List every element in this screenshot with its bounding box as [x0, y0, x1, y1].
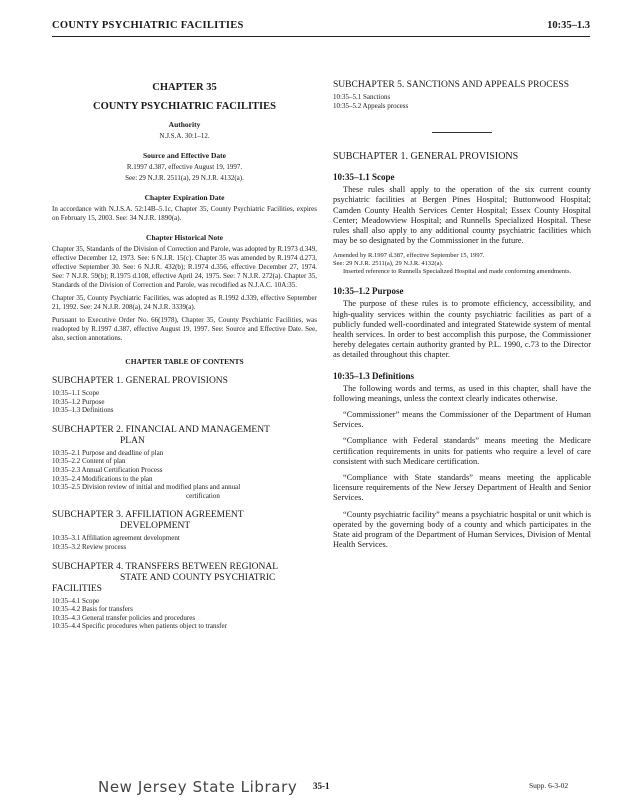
- definition-commissioner: “Commissioner” means the Commissioner of the Department of Human Services.: [333, 410, 591, 430]
- subchapter-1-title: SUBCHAPTER 1. GENERAL PROVISIONS: [333, 151, 519, 163]
- historical-heading: Chapter Historical Note: [146, 233, 223, 242]
- toc-item: 10:35–1.1 Scope: [52, 389, 100, 397]
- toc-item: 10:35–5.1 Sanctions: [333, 93, 391, 101]
- toc-item: 10:35–3.1 Affiliation agreement development: [52, 534, 180, 543]
- historical-note-2: Chapter 35, County Psychiatric Facilities, was adopted as R.1992 d.339, effective September 21, 1992. See: 24 N.J.R. 208(a), 24 N.J.R. 3339(a).: [52, 294, 317, 311]
- running-header: [52, 20, 590, 37]
- section-1-1-body: These rules shall apply to the operation of the six current county psychiatric facilities at Bergen Pines Hospital; Buttonwood Hospital; Camden County Health Services Center Hospital; Essex County Hospital Center; Meadowview Hospital; and Runnells Specialized Hospital. These rules shall also apply to any additional county psychiatric facilities which may be so designated by the Commissioner in the future.: [333, 185, 591, 246]
- definition-county-facility: “County psychiatric facility” means a psychiatric hospital or unit which is operated by the governing body of a county and which participates in the State aid program of the Department of Human Services, Division of Mental Health Services.: [333, 509, 591, 550]
- right-column: [333, 80, 591, 556]
- toc-item-line-2: certification: [186, 491, 220, 500]
- toc-item: 10:35–1.2 Purpose: [52, 397, 105, 406]
- historical-note-1: Chapter 35, Standards of the Division of Correction and Parole, was adopted by R.1973 d.349, effective December 12, 1973. See: 6 N.J.R. 15(c). Chapter 35 was amended by R.1974 d.273, effective September 30. See: 6 N.J.R. 432(b); R.1974 d.356, effective December 27, 1974. See: 7 N.J.R. 59(b); R.1975 d.108, effective April 24, 1975. See: 7 N.J.R. 272(a). Chapter 35, Standards of the Division of Correction and Parole, was recodified as N.J.A.C. 10A:35.: [52, 245, 317, 289]
- toc-item-line-1: 10:35–2.5 Division review of initial and modified plans and annual: [52, 483, 241, 492]
- source-heading: Source and Effective Date: [143, 151, 226, 160]
- section-1-1-note-1: Amended by R.1997 d.387, effective September 15, 1997.: [333, 252, 485, 260]
- page-number: 35-1: [313, 781, 330, 791]
- header-title: COUNTY PSYCHIATRIC FACILITIES: [52, 20, 244, 31]
- expiration-heading: Chapter Expiration Date: [144, 193, 225, 202]
- definition-federal-standards: “Compliance with Federal standards” means meeting the Medicare certification requirements in units for patients who require a level of care consistent with such Medicare certification.: [333, 436, 591, 466]
- supplement-date: Supp. 6-3-02: [529, 781, 569, 790]
- library-watermark: New Jersey State Library: [98, 778, 298, 796]
- toc-item: 10:35–4.1 Scope: [52, 596, 100, 605]
- definition-state-standards: “Compliance with State standards” means meeting the applicable licensure requirements of the New Jersey Department of Health and Senior Services.: [333, 473, 591, 503]
- toc-subchapter-2-line-2: PLAN: [120, 435, 145, 446]
- toc-subchapter-4-line-3: FACILITIES: [52, 583, 102, 594]
- toc-subchapter-3: [52, 510, 317, 532]
- toc-item: 10:35–5.2 Appeals process: [333, 101, 409, 110]
- authority-text: N.J.S.A. 30:1–12.: [159, 132, 210, 140]
- chapter-number: CHAPTER 35: [152, 82, 217, 93]
- toc-item: 10:35–3.2 Review process: [52, 542, 127, 551]
- section-1-2-heading: 10:35–1.2 Purpose: [333, 286, 404, 297]
- toc-subchapter-2: [52, 425, 317, 447]
- toc-item: 10:35–4.4 Specific procedures when patients object to transfer: [52, 622, 227, 631]
- chapter-title: COUNTY PSYCHIATRIC FACILITIES: [92, 101, 276, 112]
- toc-subchapter-3-line-1: SUBCHAPTER 3. AFFILIATION AGREEMENT: [52, 510, 244, 521]
- toc-item: [52, 483, 317, 500]
- toc-item: 10:35–4.2 Basis for transfers: [52, 605, 133, 614]
- toc-heading: CHAPTER TABLE OF CONTENTS: [125, 357, 244, 366]
- section-1-1-note-2: See: 29 N.J.R. 2511(a), 29 N.J.R. 4132(a).: [333, 260, 444, 268]
- header-page-ref: 10:35–1.3: [547, 20, 590, 31]
- section-1-2-body: The purpose of these rules is to promote efficiency, accessibility, and high-quality services within the county psychiatric facilities as part of a publicly funded well-coordinated and integrated Statewide system of mental health services. In order to best accomplish this purpose, the Commissioner hereby delegates certain authority granted by P.L. 1990, c.73 to the Director as detailed throughout this chapter.: [333, 299, 591, 360]
- toc-item: 10:35–1.3 Definitions: [52, 406, 114, 415]
- toc-subchapter-3-line-2: DEVELOPMENT: [120, 521, 191, 532]
- toc-subchapter-1: SUBCHAPTER 1. GENERAL PROVISIONS: [52, 376, 228, 386]
- section-1-3-heading: 10:35–1.3 Definitions: [333, 370, 414, 381]
- toc-item: 10:35–2.4 Modifications to the plan: [52, 474, 153, 483]
- toc-item: 10:35–2.2 Content of plan: [52, 457, 126, 466]
- toc-subchapter-4: [52, 562, 317, 595]
- section-1-1-heading: 10:35–1.1 Scope: [333, 172, 395, 183]
- section-divider: [432, 132, 492, 133]
- source-line-2: See: 29 N.J.R. 2511(a), 29 N.J.R. 4132(a).: [125, 174, 244, 182]
- toc-subchapter-4-line-1: SUBCHAPTER 4. TRANSFERS BETWEEN REGIONAL: [52, 561, 278, 572]
- expiration-text: In accordance with N.J.S.A. 52:14B–5.1c, Chapter 35, County Psychiatric Facilities, expires on February 15, 2003. See: 34 N.J.R. 1890(a).: [52, 205, 317, 222]
- toc-item: 10:35–2.1 Purpose and deadline of plan: [52, 448, 164, 457]
- toc-subchapter-4-line-2: STATE AND COUNTY PSYCHIATRIC: [120, 572, 276, 583]
- toc-subchapter-5: SUBCHAPTER 5. SANCTIONS AND APPEALS PROCESS: [333, 80, 569, 90]
- section-1-3-intro: The following words and terms, as used in this chapter, shall have the following meanings, unless the context clearly indicates otherwise.: [333, 383, 591, 403]
- left-column: [52, 80, 317, 631]
- toc-item: 10:35–4.3 General transfer policies and procedures: [52, 613, 196, 622]
- toc-item: 10:35–2.3 Annual Certification Process: [52, 465, 163, 474]
- source-line-1: R.1997 d.387, effective August 19, 1997.: [126, 163, 243, 171]
- authority-heading: Authority: [168, 120, 201, 129]
- toc-subchapter-2-line-1: SUBCHAPTER 2. FINANCIAL AND MANAGEMENT: [52, 424, 270, 435]
- historical-note-3: Pursuant to Executive Order No. 66(1978), Chapter 35, County Psychiatric Facilities, was readopted by R.1997 d.387, effective August 19, 1997. See: Source and Effective Date. See, also, section annotations.: [52, 316, 317, 342]
- section-1-1-note-3: Inserted reference to Runnells Specialized Hospital and made conforming amendments.: [343, 268, 572, 276]
